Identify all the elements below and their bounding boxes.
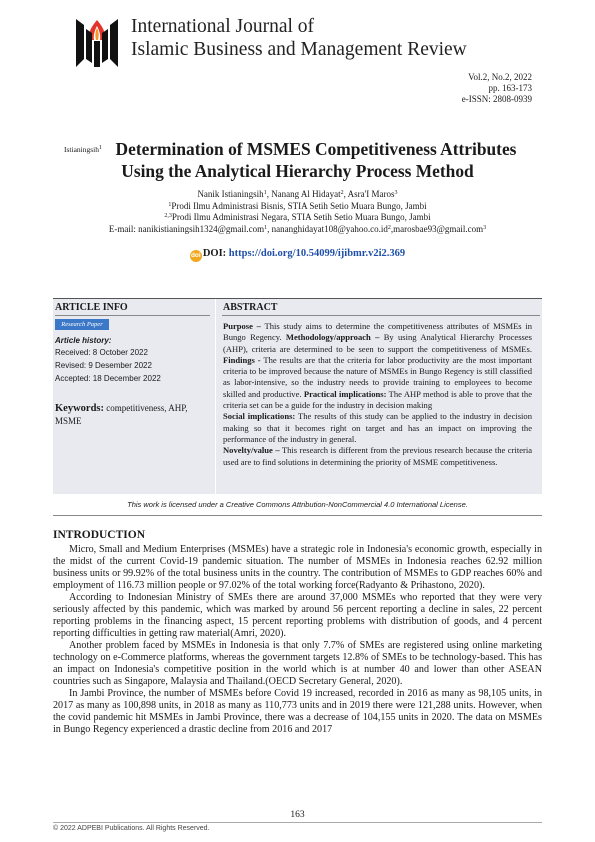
- research-paper-badge: Research Paper: [55, 319, 109, 330]
- affiliation-2: $^{2,3}$Prodi Ilmu Administrasi Negara, STIA Setih Setio Muara Bungo, Jambi: [164, 212, 431, 222]
- paper-title-line2: Using the Analytical Hierarchy Process Method: [121, 161, 474, 181]
- affiliation-1: $^1$Prodi Ilmu Administrasi Bisnis, STIA Setih Setio Muara Bungo, Jambi: [168, 201, 427, 211]
- author-emails: E-mail: nanikistianingsih1324@gmail.com$^1$, $nananghidayat108@yahoo.co.id^2,marosbae93@gmail.com^3$: [108, 224, 487, 234]
- copyright-notice: © 2022 ADPEBI Publications. All Rights Reserved.: [53, 825, 210, 832]
- footer-rule: [53, 822, 542, 823]
- doi-icon: doi: [190, 250, 202, 262]
- body-paragraph: According to Indonesian Ministry of SMEs there are around 37,000 MSMEs who reported that they were very seriously affected by this pandemic, which was marked by around 56 percent reporting a decline in sales, 22 percent reporting problems in the financing aspect, 15 percent reporting problems with distribution of goods, and 4 percent reporting difficulties in getting raw material(Amri, 2020).: [53, 592, 542, 639]
- keywords-label: Keywords:: [55, 403, 104, 414]
- article-info-rule: [55, 315, 210, 316]
- accepted-date: Accepted: 18 December 2022: [55, 374, 161, 383]
- article-info-heading: ARTICLE INFO: [55, 302, 128, 313]
- journal-logo-icon: [74, 15, 120, 69]
- info-box-divider: [215, 298, 216, 494]
- license-notice[interactable]: This work is licensed under a Creative Commons Attribution-NonCommercial 4.0 International License.: [127, 500, 468, 509]
- abstract-paragraph-1: Purpose – This study aims to determine the competitiveness attributes of MSMEs in Bungo Regency. Methodology/approach – By using Analytical Hierarchy Processes (AHP), criteria are determined to be seen to support the competitiveness of MSMEs. Findings - The results are that the criteria for labor productivity are the most important criteria to be improved because the nature of MSMEs in Bungo Regency is still classified as labor-intensive, so the industry needs to provide training to employees to become skilled and productive. Practical implications: The AHP method is able to prove that the criteria set can be a guide for the industry in decision making: [223, 321, 533, 411]
- article-history-heading: Article history:: [55, 336, 112, 345]
- page-range: pp. 163-173: [488, 83, 532, 93]
- keywords: [55, 402, 210, 427]
- abstract-paragraph-2: Social implications: The results of this study can be applied to the industry in decision making so that it becomes right on target and has an impact on improving the performance of the industry in general.: [223, 411, 532, 444]
- author-list: Nanik Istianingsih$^1$, Nanang Al Hidayat$^2$, Asra'I Maros$^3$: [197, 189, 398, 199]
- abstract-rule: [222, 315, 540, 316]
- title-author-prefix: Istianingsih$^1$: [64, 145, 102, 154]
- introduction-body: [53, 544, 542, 736]
- abstract-body: [223, 321, 532, 468]
- paper-title-line1: Determination of MSMES Competitiveness Attributes: [115, 139, 517, 159]
- body-paragraph: In Jambi Province, the number of MSMEs before Covid 19 increased, recorded in 2016 as many as 98,105 units, in 2017 as many as 100,898 units, in 2018 as many as 110,773 units and in 2019 there were 121,288 units. However, when the covid pandemic hit MSMEs in Jambi Province, there was a decrease of 104,155 units in 2020. The data on MSMEs in Bungo Regency experienced a drastic decline from 2016 and 2017: [53, 688, 542, 735]
- body-paragraph: Micro, Small and Medium Enterprises (MSMEs) have a strategic role in Indonesia's economic growth, especially in the midst of the current Covid-19 pandemic situation. The number of MSMEs in Indonesia reaches 62.92 million business units or 99.92% of the total business units in the country. The contribution of MSMEs to GDP reaches 60% and employment of 116.73 million people or 97.02% of the total working force(Radyanto & Prihastono, 2020).: [53, 544, 542, 591]
- revised-date: Revised: 9 Desember 2022: [55, 361, 152, 370]
- journal-name-line1: International Journal of: [131, 16, 315, 37]
- introduction-heading: INTRODUCTION: [53, 529, 146, 541]
- volume-info: Vol.2, No.2, 2022: [468, 72, 532, 82]
- received-date: Received: 8 October 2022: [55, 348, 148, 357]
- doi-row: [0, 248, 595, 262]
- keywords-list: competitiveness, AHP, MSME: [55, 403, 188, 426]
- abstract-paragraph-3: Novelty/value – This research is different from the previous research because the criteria used are to find solutions in determining the priority of MSME competitiveness.: [223, 445, 532, 467]
- doi-link[interactable]: https://doi.org/10.54099/ijibmr.v2i2.369: [228, 248, 406, 259]
- journal-name-line2: Islamic Business and Management Review: [131, 39, 467, 60]
- doi-label: DOI:: [202, 248, 229, 259]
- abstract-heading: ABSTRACT: [223, 302, 278, 313]
- eissn: e-ISSN: 2808-0939: [461, 94, 532, 104]
- page-number: 163: [290, 810, 305, 820]
- info-box-top-rule: [53, 298, 542, 299]
- license-rule: [53, 515, 542, 516]
- body-paragraph: Another problem faced by MSMEs in Indonesia is that only 7.7% of SMEs are registered using online marketing technology on e-Commerce platforms, whereas the government targets 12.8% of SMEs to be technology-based. This has an impact on Indonesia's competitive position in the world which is at number 40 and lower than other ASEAN countries such as Singapore, Malaysia and Thailand.(OECD Secretary General, 2020).: [53, 640, 542, 687]
